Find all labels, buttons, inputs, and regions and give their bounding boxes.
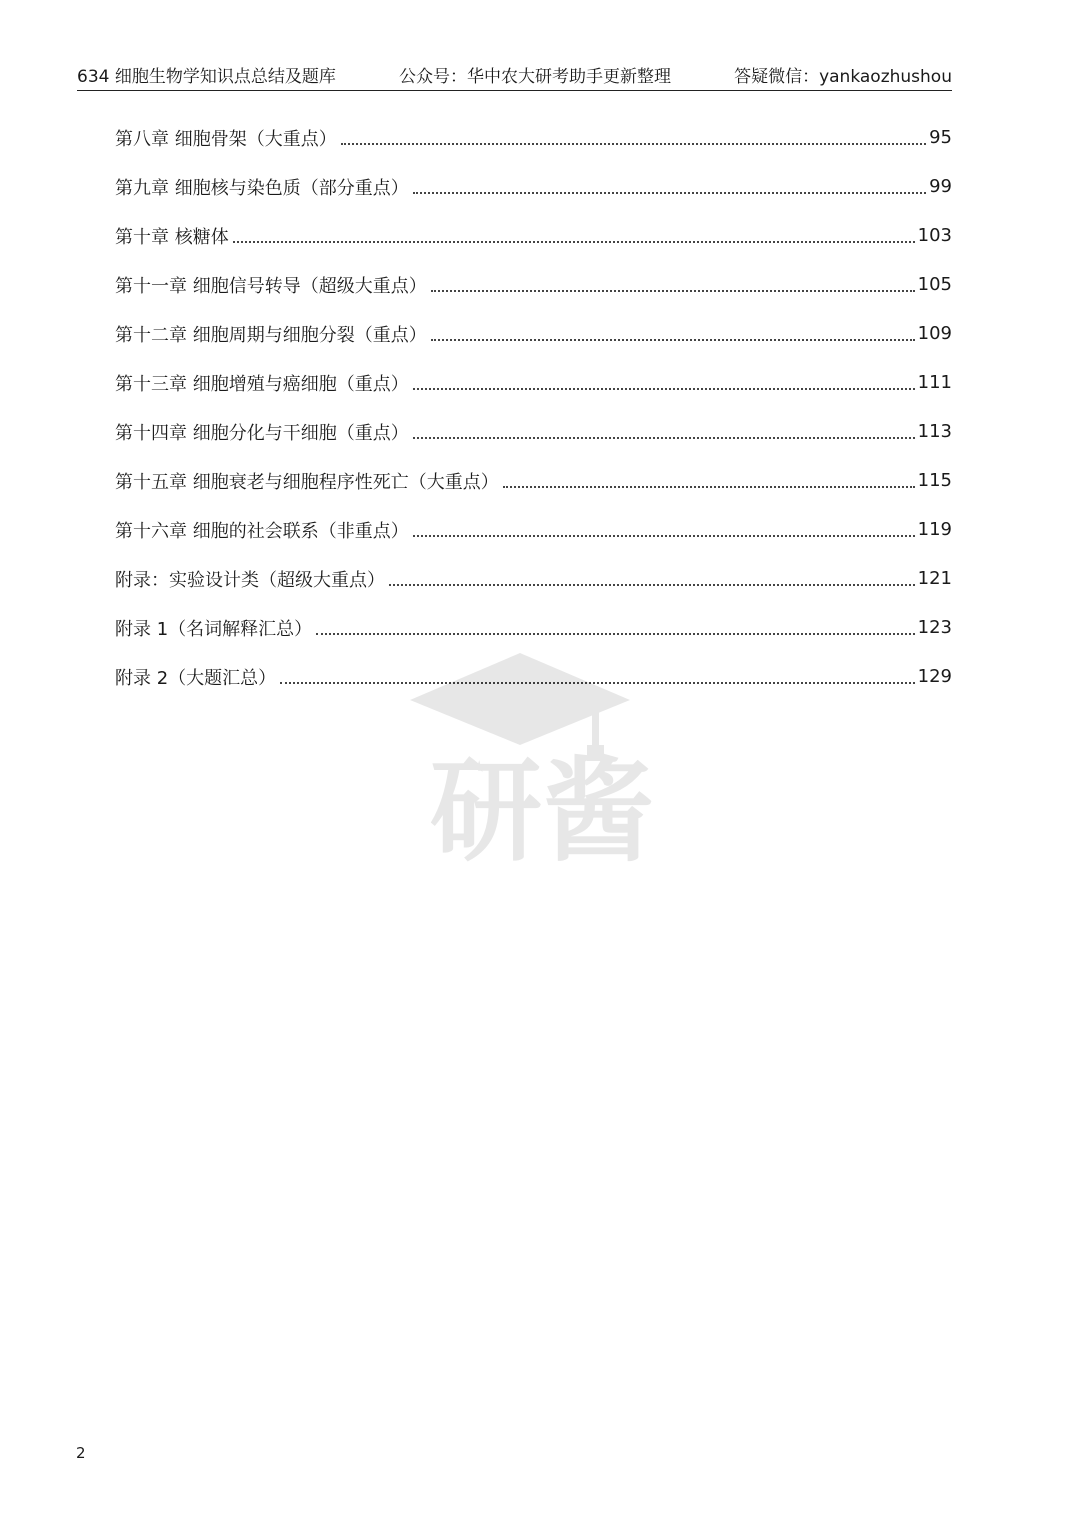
header-wechat-contact: 答疑微信：yankaozhushou xyxy=(734,67,952,87)
toc-entry[interactable] xyxy=(115,162,952,211)
toc-entry[interactable] xyxy=(115,211,952,260)
toc-entry-title: 第十二章 细胞周期与细胞分裂（重点） xyxy=(115,324,427,346)
toc-entry-page: 129 xyxy=(917,666,952,687)
toc-dot-leader xyxy=(413,437,915,439)
header-document-title: 634 细胞生物学知识点总结及题库 xyxy=(77,67,336,87)
toc-entry-page: 119 xyxy=(917,519,952,540)
watermark-text: 研酱 xyxy=(430,747,654,875)
toc-entry[interactable] xyxy=(115,456,952,505)
toc-dot-leader xyxy=(431,290,915,292)
toc-entry-title: 附录：实验设计类（超级大重点） xyxy=(115,569,385,591)
toc-entry-page: 111 xyxy=(917,372,952,393)
toc-entry[interactable] xyxy=(115,505,952,554)
page-header xyxy=(77,64,952,91)
toc-dot-leader xyxy=(413,535,915,537)
toc-entry-title: 第十六章 细胞的社会联系（非重点） xyxy=(115,520,409,542)
toc-entry-page: 95 xyxy=(929,127,952,148)
header-public-account: 公众号：华中农大研考助手更新整理 xyxy=(398,67,671,87)
toc-dot-leader xyxy=(389,584,915,586)
toc-entry-page: 123 xyxy=(917,617,952,638)
toc-entry-title: 第十一章 细胞信号转导（超级大重点） xyxy=(115,275,427,297)
toc-dot-leader xyxy=(503,486,915,488)
graduation-cap-icon xyxy=(410,653,630,761)
toc-dot-leader xyxy=(413,388,915,390)
toc-entry-page: 99 xyxy=(929,176,952,197)
toc-entry-page: 115 xyxy=(917,470,952,491)
toc-entry-title: 第九章 细胞核与染色质（部分重点） xyxy=(115,177,409,199)
toc-entry[interactable] xyxy=(115,358,952,407)
toc-entry[interactable] xyxy=(115,260,952,309)
toc-entry-page: 113 xyxy=(917,421,952,442)
toc-entry[interactable] xyxy=(115,554,952,603)
toc-entry[interactable] xyxy=(115,407,952,456)
toc-entry[interactable] xyxy=(115,309,952,358)
toc-entry-title: 第十四章 细胞分化与干细胞（重点） xyxy=(115,422,409,444)
watermark-logo xyxy=(400,645,690,875)
toc-dot-leader xyxy=(341,143,926,145)
table-of-contents xyxy=(115,113,952,701)
toc-entry-title: 附录 2（大题汇总） xyxy=(115,667,277,689)
toc-entry-title: 第十五章 细胞衰老与细胞程序性死亡（大重点） xyxy=(115,471,499,493)
toc-entry-page: 121 xyxy=(917,568,952,589)
toc-entry-title: 第十三章 细胞增殖与癌细胞（重点） xyxy=(115,373,409,395)
toc-entry-page: 103 xyxy=(917,225,952,246)
toc-entry-page: 109 xyxy=(917,323,952,344)
toc-entry[interactable] xyxy=(115,113,952,162)
toc-dot-leader xyxy=(316,633,914,635)
toc-entry-page: 105 xyxy=(917,274,952,295)
toc-entry-title: 附录 1（名词解释汇总） xyxy=(115,618,313,640)
toc-entry-title: 第十章 核糖体 xyxy=(115,226,229,248)
toc-entry-title: 第八章 细胞骨架（大重点） xyxy=(115,128,337,150)
toc-dot-leader xyxy=(431,339,915,341)
page-number: 2 xyxy=(76,1444,86,1462)
toc-dot-leader xyxy=(413,192,926,194)
toc-dot-leader xyxy=(233,241,915,243)
